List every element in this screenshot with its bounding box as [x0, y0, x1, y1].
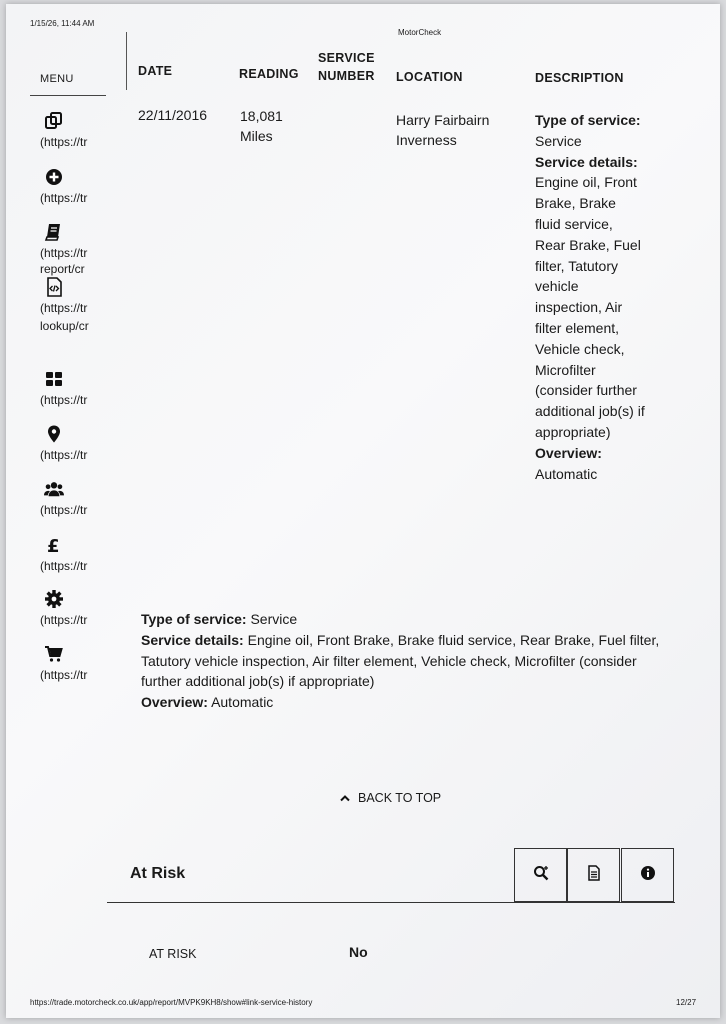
menu-item-dashboard[interactable]	[40, 369, 112, 409]
gear-icon	[44, 589, 66, 609]
service-details-value: Engine oil, Front Brake, Brake fluid service, Rear Brake, Fuel filter, Tatutory vehicle inspection, Air filter element, Vehicle check, Microfilter (consider further additional job(s) if appropriate)	[535, 174, 645, 440]
type-of-service-label: Type of service:	[535, 112, 641, 128]
type-of-service-value: Service	[535, 132, 582, 149]
header-divider	[126, 32, 127, 90]
column-header-service-number-line1: SERVICE	[318, 51, 375, 65]
plus-circle-icon	[44, 167, 66, 187]
menu-item-link[interactable]: (https://tr	[40, 246, 88, 260]
service-details-value: Engine oil, Front Brake, Brake fluid service, Rear Brake, Fuel filter, Tatutory vehicle inspection, Air filter element, Vehicle check, Microfilter (consider further additional job(s) if appropriate)	[141, 631, 660, 690]
row-reading-value: 18,081	[240, 108, 283, 124]
at-risk-title: At Risk	[130, 865, 186, 882]
menu-item-link[interactable]: (https://tr	[40, 393, 88, 407]
row-date: 22/11/2016	[138, 107, 208, 123]
column-header-service-number	[318, 49, 375, 85]
chevron-up-icon	[340, 791, 350, 805]
map-pin-icon	[44, 424, 66, 444]
at-risk-divider	[107, 902, 675, 903]
column-header-service-number-line2: NUMBER	[318, 69, 375, 83]
row-reading-unit: Miles	[240, 128, 273, 144]
column-header-date: DATE	[138, 64, 173, 78]
column-header-reading: READING	[239, 67, 299, 81]
back-to-top-label[interactable]: BACK TO TOP	[358, 791, 442, 805]
overview-value: Automatic	[211, 694, 274, 711]
print-footer-url: https://trade.motorcheck.co.uk/app/report/MVPK9KH8/show#link-service-history	[30, 998, 313, 1007]
menu-item-location[interactable]	[40, 424, 112, 464]
menu-item-cart[interactable]	[40, 644, 112, 684]
menu-item-link-line2[interactable]: report/cr	[40, 262, 85, 276]
menu-item-link[interactable]: (https://tr	[40, 559, 88, 573]
print-timestamp: 1/15/26, 11:44 AM	[30, 19, 95, 28]
service-details-label: Service details:	[141, 631, 244, 648]
print-title: MotorCheck	[398, 28, 442, 37]
type-of-service-label: Type of service:	[141, 611, 247, 627]
back-to-top-link[interactable]	[340, 791, 441, 805]
book-icon	[44, 222, 66, 242]
menu-item-settings[interactable]	[40, 589, 112, 629]
overview-label: Overview:	[141, 694, 208, 711]
type-of-service-value: Service	[250, 611, 298, 627]
menu-item-link[interactable]: (https://tr	[40, 448, 88, 462]
row-location	[396, 110, 489, 150]
users-icon	[44, 479, 66, 499]
document-button[interactable]	[567, 848, 620, 902]
menu-item-lookup[interactable]	[40, 277, 112, 335]
menu-item-pricing[interactable]	[40, 535, 112, 575]
menu-item-link[interactable]: (https://tr	[40, 191, 88, 205]
grid-icon	[44, 369, 66, 389]
menu-item-link[interactable]: (https://tr	[40, 503, 88, 517]
row-location-line1: Harry Fairbairn	[396, 112, 490, 128]
at-risk-label: AT RISK	[149, 947, 197, 961]
service-details-label: Service details:	[535, 153, 638, 170]
zoom-button[interactable]	[514, 848, 567, 902]
code-file-icon	[44, 277, 66, 297]
document-icon	[586, 865, 602, 886]
at-risk-value: No	[349, 944, 368, 960]
menu-item-link[interactable]: (https://tr	[40, 668, 88, 682]
pound-icon	[44, 535, 66, 555]
menu-item-link-line2[interactable]: lookup/cr	[40, 319, 89, 333]
menu-item-add[interactable]	[40, 167, 112, 207]
info-button[interactable]	[621, 848, 674, 902]
print-page-number: 12/27	[676, 998, 697, 1007]
menu-divider	[30, 95, 106, 96]
menu-label[interactable]: MENU	[40, 73, 74, 85]
copy-icon	[44, 111, 66, 131]
menu-item-report[interactable]	[40, 222, 112, 278]
menu-item-users[interactable]	[40, 479, 112, 519]
cart-icon	[44, 644, 66, 664]
overview-value: Automatic	[535, 465, 598, 482]
menu-item-link[interactable]: (https://tr	[40, 301, 88, 315]
menu-item-link[interactable]: (https://tr	[40, 613, 88, 627]
column-header-location: LOCATION	[396, 70, 463, 84]
row-description	[535, 110, 645, 484]
info-icon	[640, 865, 656, 886]
column-header-description: DESCRIPTION	[535, 71, 624, 85]
menu-item-link[interactable]: (https://tr	[40, 135, 88, 149]
row-reading	[240, 106, 283, 146]
overview-label: Overview:	[535, 444, 602, 461]
row-description-expanded	[141, 609, 661, 713]
menu-item-copy[interactable]	[40, 111, 112, 151]
search-plus-icon	[533, 865, 549, 886]
row-location-line2: Inverness	[396, 132, 457, 148]
svg-text:£: £	[47, 536, 60, 555]
